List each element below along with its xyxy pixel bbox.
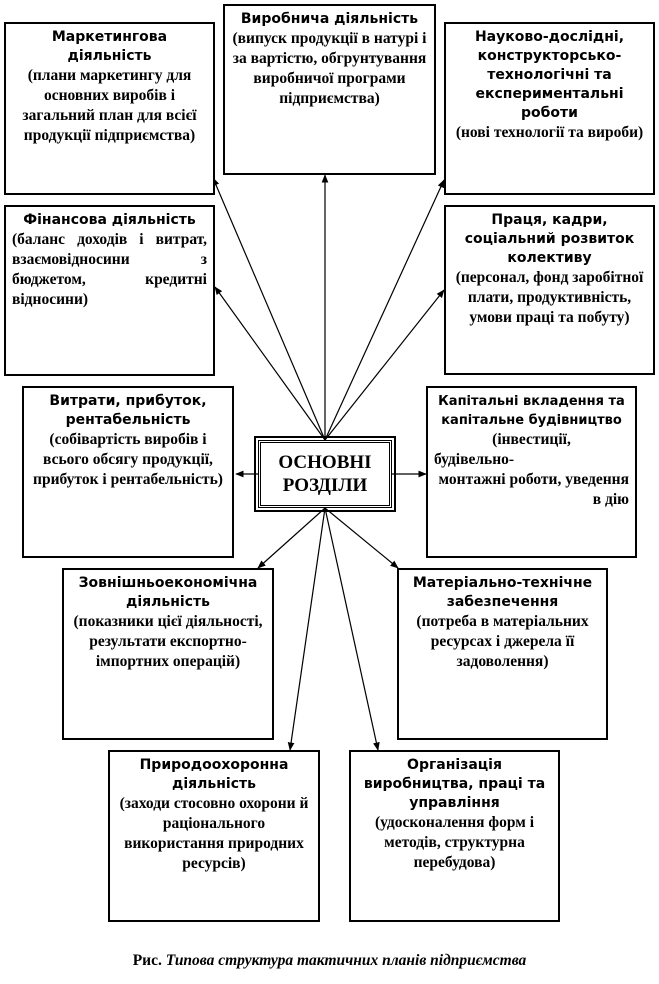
block-finance: [4, 205, 215, 376]
block-research-title: Науково-дослідні, конструкторсько-технологічні та експериментальні роботи: [474, 29, 625, 121]
block-capital-title: Капітальні вкладення та капітальне будівництво: [438, 394, 625, 428]
block-capital-desc-3: монтажні роботи, уведення в дію: [438, 471, 629, 508]
block-marketing-title: Маркетингова діяльність: [51, 29, 168, 64]
block-ecology-desc: (заходи стосовно охорони й раціонального використання природних ресурсів): [119, 795, 309, 872]
arrow-to-foreign: [258, 508, 325, 568]
caption-text: Типова структура тактичних планів підприємства: [165, 952, 527, 969]
block-costs-desc: (собівартість виробів і всього обсягу продукції, прибуток і рентабельність): [33, 431, 223, 488]
block-supply-title: Матеріально-технічне забезпечення: [412, 575, 593, 610]
block-supply: [397, 568, 608, 740]
block-marketing: [4, 22, 215, 195]
center-line-2: РОЗДІЛИ: [282, 475, 368, 496]
block-production: [223, 4, 436, 175]
block-organization-desc: (удосконалення форм і методів, структурна перебудова): [375, 814, 534, 871]
block-capital-desc-1: (інвестиції,: [492, 431, 571, 448]
block-foreign: [62, 568, 274, 740]
block-research: [444, 22, 655, 195]
block-production-desc: (випуск продукції в натурі і за вартістю, обгрунтування виробничої програми підприємства): [232, 30, 427, 107]
center-line-1: ОСНОВНІ: [278, 452, 372, 473]
caption-label: Рис.: [132, 952, 162, 969]
block-production-title: Виробнича діяльність: [240, 11, 419, 27]
arrow-to-ecology: [290, 508, 325, 750]
block-supply-desc: (потреба в матеріальних ресурсах і джерела її задоволення): [416, 613, 589, 670]
block-ecology-title: Природоохоронна діяльність: [139, 757, 289, 792]
block-capital: [426, 386, 637, 558]
block-costs-title: Витрати, прибуток, рентабельність: [49, 393, 207, 428]
block-labor: [444, 205, 655, 375]
block-foreign-title: Зовнішньоекономічна діяльність: [78, 575, 258, 610]
block-organization: [349, 750, 560, 922]
block-foreign-desc: (показники цієї діяльності, результати експортно-імпортних операцій): [73, 613, 263, 670]
block-labor-desc: (персонал, фонд заробітної плати, продуктивність, умови праці та побуту): [455, 269, 644, 326]
block-costs: [22, 386, 234, 558]
block-labor-title: Праця, кадри, соціальний розвиток колективу: [464, 212, 635, 266]
block-marketing-desc: (плани маркетингу для основних виробів і загальний план для всієї продукції підприємства): [22, 67, 197, 144]
block-finance-desc: (баланс доходів і витрат, взаємовідносини з бюджетом, кредитні відносини): [12, 231, 207, 308]
block-ecology: [108, 750, 320, 922]
block-research-desc: (нові технології та вироби): [455, 124, 644, 141]
block-organization-title: Організація виробництва, праці та управління: [363, 757, 546, 811]
center-node: [258, 440, 392, 508]
block-capital-desc-2: будівельно-: [434, 451, 515, 468]
block-finance-title: Фінансова діяльність: [23, 212, 196, 228]
figure-caption: [0, 952, 659, 970]
